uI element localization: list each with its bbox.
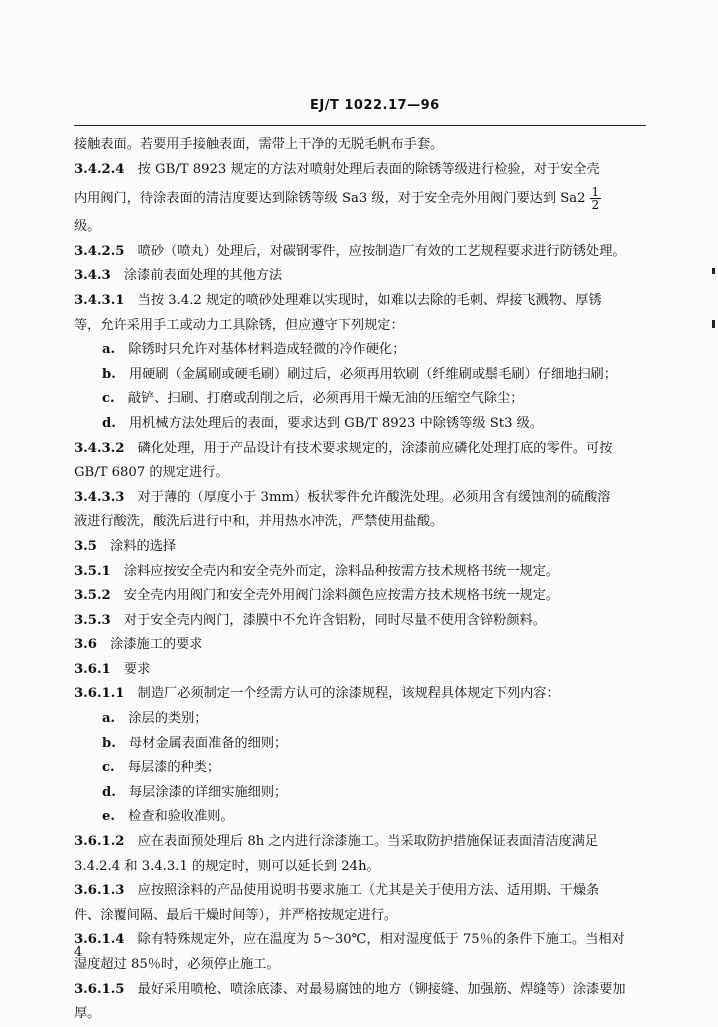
clause-text: 涂料应按安全壳内和安全壳外而定，涂料品种按需方技术规格书统一规定。	[123, 563, 560, 579]
clause-number: 3.4.3.2	[74, 440, 125, 456]
text-line	[74, 461, 650, 486]
clause-text: 液进行酸洗，酸洗后进行中和，并用热水冲洗，严禁使用盐酸。	[74, 514, 444, 530]
text-line	[74, 658, 650, 683]
clause-text: 件、涂覆间隔、最后干燥时间等），并严格按规定进行。	[74, 907, 398, 923]
clause-number: 3.6.1.1	[74, 686, 125, 702]
clause-text: 涂漆前表面处理的其他方法	[123, 268, 283, 284]
clause-text: 母材金属表面准备的细则；	[129, 735, 288, 751]
clause-number: 3.4.3.3	[74, 489, 125, 505]
fraction-denominator: 2	[591, 198, 600, 213]
fraction	[590, 186, 602, 211]
scan-mark	[712, 320, 715, 328]
text-line	[74, 289, 650, 314]
text-line	[74, 756, 650, 781]
clause-text: 除锈时只允许对基体材料造成轻微的冷作硬化；	[128, 342, 406, 358]
text-line	[74, 314, 650, 339]
clause-text: 敲铲、扫刷、打磨或刮削之后，必须再用干燥无油的压缩空气除尘；	[127, 391, 524, 407]
clause-text: 等，允许采用手工或动力工具除锈，但应遵守下列规定：	[74, 317, 404, 333]
text-line	[74, 215, 650, 240]
text-line	[74, 633, 650, 658]
text-line	[74, 978, 650, 1003]
clause-number: 3.5.3	[74, 612, 111, 628]
clause-number: 3.4.3.1	[74, 292, 125, 308]
text-line	[74, 805, 650, 830]
clause-text: 检查和验收准则。	[128, 809, 234, 825]
text-line	[74, 707, 650, 732]
clause-number: c.	[102, 391, 115, 407]
clause-text: 内用阀门，待涂表面的清洁度要达到除锈等级 Sa3 级，对于安全壳外用阀门要达到 Sa2	[74, 191, 586, 207]
text-line	[74, 264, 650, 289]
clause-number: d.	[102, 784, 116, 800]
text-line	[74, 732, 650, 757]
text-line	[74, 363, 650, 388]
clause-number: b.	[102, 366, 116, 382]
clause-number: 3.5.1	[74, 563, 111, 579]
clause-text: 3.4.2.4 和 3.4.3.1 的规定时，则可以延长到 24h。	[74, 858, 380, 874]
text-line	[74, 338, 650, 363]
text-line	[74, 855, 650, 880]
clause-number: 3.4.3	[74, 268, 111, 284]
text-line	[74, 158, 650, 183]
clause-text: 用硬刷（金属刷或硬毛刷）刷过后，必须再用软刷（纤维刷或鬃毛刷）仔细地扫刷；	[129, 366, 617, 382]
text-line	[74, 830, 650, 855]
clause-text: 涂漆施工的要求	[110, 637, 203, 653]
clause-number: b.	[102, 735, 116, 751]
clause-number: a.	[102, 342, 116, 358]
clause-text: 每层涂漆的详细实施细则；	[129, 784, 288, 800]
clause-number: 3.4.2.5	[74, 243, 125, 259]
text-line	[74, 560, 650, 585]
text-line	[74, 879, 650, 904]
clause-text: 涂料的选择	[110, 538, 177, 554]
text-line	[74, 437, 650, 462]
clause-text: 涂层的类别；	[128, 711, 208, 727]
clause-text: 对于安全壳内阀门，漆膜中不允许含铝粉，同时尽量不使用含锌粉颜料。	[123, 612, 546, 628]
clause-text: GB/T 6807 的规定进行。	[74, 465, 229, 481]
clause-number: 3.4.2.4	[74, 161, 125, 177]
body-text	[74, 133, 650, 1027]
clause-text: 级。	[74, 219, 101, 235]
clause-text: 制造厂必须制定一个经需方认可的涂漆规程，该规程具体规定下列内容：	[137, 686, 560, 702]
text-line	[74, 486, 650, 511]
standard-header: EJ/T 1022.17—96	[310, 98, 440, 113]
page-number: 4	[74, 945, 83, 960]
clause-text: 除有特殊规定外，应在温度为 5～30℃，相对湿度低于 75％的条件下施工。当相对	[137, 932, 625, 948]
clause-number: 3.6.1.3	[74, 883, 125, 899]
clause-text: 要求	[123, 661, 151, 677]
clause-text: 厚。	[74, 1006, 101, 1022]
text-line	[74, 412, 650, 437]
text-line	[74, 535, 650, 560]
clause-text: 磷化处理，用于产品设计有技术要求规定的，涂漆前应磷化处理打底的零件。可按	[137, 440, 613, 456]
clause-number: 3.5	[74, 538, 97, 554]
text-line	[74, 584, 650, 609]
clause-text: 接触表面。若要用手接触表面，需带上干净的无脱毛帆布手套。	[74, 137, 444, 152]
clause-number: c.	[102, 760, 115, 776]
clause-number: 3.6.1	[74, 661, 111, 677]
clause-number: e.	[102, 809, 115, 825]
text-line	[74, 1002, 650, 1027]
text-line	[74, 133, 650, 158]
clause-number: 3.6.1.4	[74, 932, 125, 948]
scan-mark	[712, 268, 715, 274]
clause-text: 每层漆的种类；	[127, 760, 221, 776]
clause-text: 按 GB/T 8923 规定的方法对喷射处理后表面的除锈等级进行检验，对于安全壳	[137, 161, 600, 177]
clause-number: 3.6.1.5	[74, 981, 125, 997]
fraction-numerator: 1	[591, 185, 600, 200]
text-line	[74, 387, 650, 412]
text-line	[74, 904, 650, 929]
clause-number: 3.6.1.2	[74, 834, 125, 850]
header-rule	[74, 125, 646, 126]
clause-text: 湿度超过 85％时，必须停止施工。	[74, 957, 280, 972]
clause-text: 安全壳内用阀门和安全壳外用阀门涂料颜色应按需方技术规格书统一规定。	[123, 588, 560, 604]
clause-number: 3.6	[74, 637, 97, 653]
text-line	[74, 510, 650, 535]
clause-text: 当按 3.4.2 规定的喷砂处理难以实现时，如难以去除的毛刺、焊接飞溅物、厚锈	[137, 292, 602, 308]
clause-text: 对于薄的（厚度小于 3mm）板状零件允许酸洗处理。必须用含有缓蚀剂的硫酸溶	[137, 489, 611, 505]
text-line	[74, 240, 650, 265]
text-line	[74, 781, 650, 806]
clause-number: d.	[102, 415, 116, 431]
text-line	[74, 609, 650, 634]
clause-number: a.	[102, 711, 116, 727]
clause-text: 最好采用喷枪、喷涂底漆、对最易腐蚀的地方（铆接缝、加强筋、焊缝等）涂漆要加	[137, 981, 626, 997]
text-line	[74, 928, 650, 953]
clause-text: 应在表面预处理后 8h 之内进行涂漆施工。当采取防护措施保证表面清洁度满足	[137, 834, 599, 850]
text-line	[74, 182, 650, 215]
text-line	[74, 953, 650, 978]
clause-text: 喷砂（喷丸）处理后，对碳钢零件，应按制造厂有效的工艺规程要求进行防锈处理。	[137, 243, 626, 259]
clause-number: 3.5.2	[74, 588, 111, 604]
clause-text: 用机械方法处理后的表面，要求达到 GB/T 8923 中除锈等级 St3 级。	[129, 415, 544, 431]
text-line	[74, 682, 650, 707]
clause-text: 应按照涂料的产品使用说明书要求施工（尤其是关于使用方法、适用期、干燥条	[137, 883, 600, 899]
